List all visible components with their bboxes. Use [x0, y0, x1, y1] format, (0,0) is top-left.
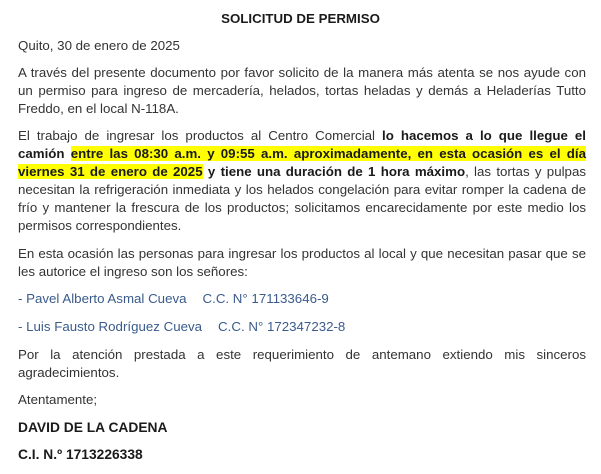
- paragraph-schedule: [18, 127, 586, 235]
- schedule-intro-text: El trabajo de ingresar los productos al Centro Comercial: [18, 128, 383, 143]
- document-title: SOLICITUD DE PERMISO: [221, 11, 380, 26]
- schedule-highlighted-text: entre las 08:30 a.m. y 09:55 a.m. aproximadamente, en esta ocasión es el día viernes 31 de enero de 2025: [18, 146, 586, 179]
- person-list-item: [18, 318, 586, 336]
- person-id: C.C. N° 172347232-8: [218, 319, 346, 334]
- signer-name: DAVID DE LA CADENA: [18, 420, 168, 435]
- schedule-bold-text: lo hacemos a lo que llegue el camión: [18, 128, 587, 161]
- person-name: - Luis Fausto Rodríguez Cueva: [18, 319, 203, 334]
- paragraph-closing: Por la atención prestada a este requerimiento de antemano extiendo mis sinceros agradecimientos.: [18, 347, 586, 380]
- person-list-item: [18, 290, 586, 308]
- schedule-rest-text: , las tortas y pulpas necesitan la refrigeración inmediata y los helados congelación para evitar romper la cadena de frío y mantener la frescura de los productos; solicitamos encarecidamente por este medio los permisos correspondientes.: [18, 164, 586, 233]
- salutation: Atentamente;: [18, 392, 98, 407]
- signer-id: C.I. N.º 1713226338: [18, 447, 143, 462]
- paragraph-persons: En esta ocasión las personas para ingresar los productos al local y que necesitan pasar que se les autorice el ingreso son los señores:: [18, 246, 586, 279]
- person-name: - Pavel Alberto Asmal Cueva: [18, 291, 187, 306]
- paragraph-request: A través del presente documento por favor solicito de la manera más atenta se nos ayude con un permiso para ingreso de mercadería, helados, tortas heladas y demás a Heladerías Tutto Freddo, en el local N-118A.: [18, 65, 586, 116]
- date-line: Quito, 30 de enero de 2025: [18, 38, 180, 53]
- person-id: C.C. N° 171133646-9: [202, 291, 329, 306]
- duration-bold-text: y tiene una duración de 1 hora máximo: [202, 164, 466, 179]
